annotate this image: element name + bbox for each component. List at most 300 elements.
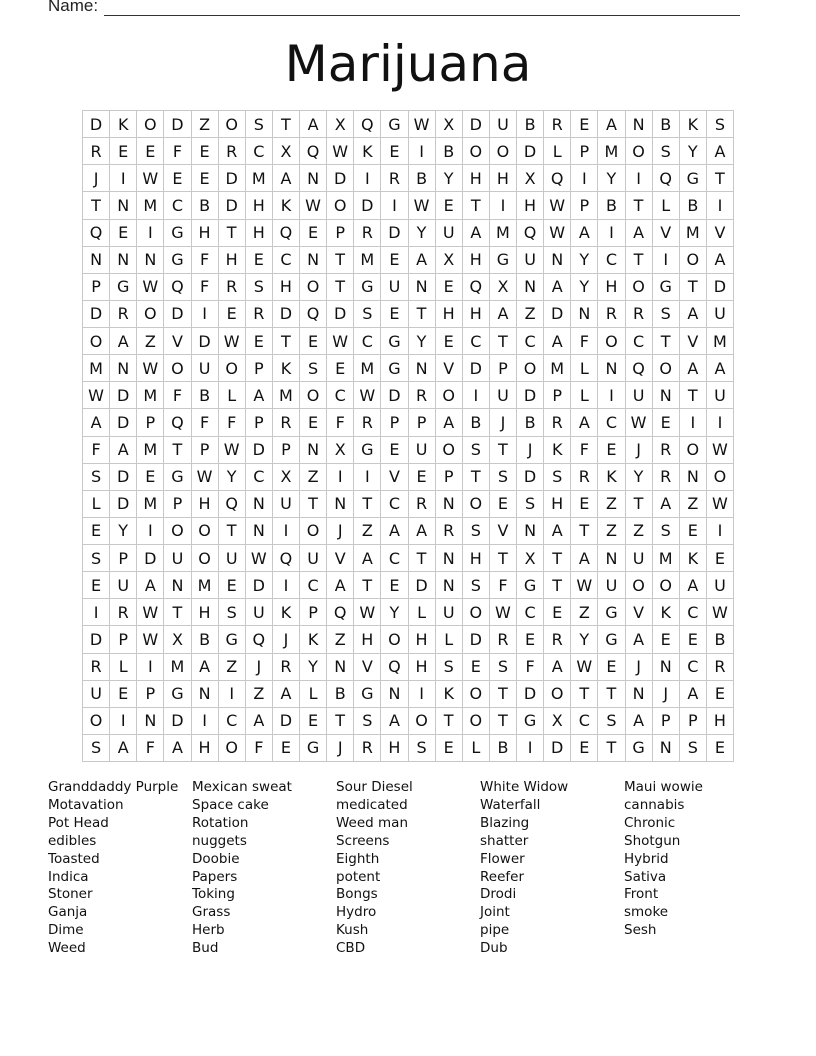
- grid-cell[interactable]: M: [246, 165, 273, 192]
- grid-cell[interactable]: T: [436, 708, 463, 735]
- grid-cell[interactable]: W: [409, 111, 436, 138]
- grid-cell[interactable]: R: [354, 220, 381, 247]
- grid-cell[interactable]: O: [219, 355, 246, 382]
- grid-cell[interactable]: F: [246, 735, 273, 762]
- grid-cell[interactable]: P: [381, 409, 408, 436]
- grid-cell[interactable]: E: [381, 437, 408, 464]
- grid-cell[interactable]: E: [707, 681, 734, 708]
- grid-cell[interactable]: I: [598, 220, 625, 247]
- grid-cell[interactable]: S: [83, 735, 110, 762]
- grid-cell[interactable]: A: [707, 247, 734, 274]
- grid-cell[interactable]: W: [219, 437, 246, 464]
- grid-cell[interactable]: A: [246, 708, 273, 735]
- grid-cell[interactable]: U: [246, 599, 273, 626]
- grid-cell[interactable]: H: [463, 165, 490, 192]
- grid-cell[interactable]: R: [707, 654, 734, 681]
- grid-cell[interactable]: D: [110, 491, 137, 518]
- grid-cell[interactable]: F: [192, 247, 219, 274]
- grid-cell[interactable]: M: [354, 247, 381, 274]
- grid-cell[interactable]: U: [490, 111, 517, 138]
- grid-cell[interactable]: E: [707, 735, 734, 762]
- grid-cell[interactable]: P: [680, 708, 707, 735]
- grid-cell[interactable]: E: [436, 192, 463, 219]
- grid-cell[interactable]: S: [517, 491, 544, 518]
- grid-cell[interactable]: V: [381, 464, 408, 491]
- grid-cell[interactable]: R: [544, 409, 571, 436]
- grid-cell[interactable]: F: [192, 409, 219, 436]
- grid-cell[interactable]: E: [381, 247, 408, 274]
- grid-cell[interactable]: M: [137, 437, 164, 464]
- grid-cell[interactable]: T: [354, 572, 381, 599]
- grid-cell[interactable]: W: [327, 138, 354, 165]
- grid-cell[interactable]: N: [436, 491, 463, 518]
- grid-cell[interactable]: E: [300, 409, 327, 436]
- grid-cell[interactable]: N: [192, 681, 219, 708]
- grid-cell[interactable]: E: [463, 654, 490, 681]
- grid-cell[interactable]: U: [110, 572, 137, 599]
- grid-cell[interactable]: F: [164, 138, 191, 165]
- grid-cell[interactable]: P: [571, 192, 598, 219]
- grid-cell[interactable]: E: [192, 138, 219, 165]
- grid-cell[interactable]: I: [598, 382, 625, 409]
- grid-cell[interactable]: Y: [571, 626, 598, 653]
- grid-cell[interactable]: E: [571, 111, 598, 138]
- grid-cell[interactable]: T: [409, 301, 436, 328]
- grid-cell[interactable]: N: [327, 491, 354, 518]
- grid-cell[interactable]: O: [164, 518, 191, 545]
- grid-cell[interactable]: B: [598, 192, 625, 219]
- grid-cell[interactable]: V: [436, 355, 463, 382]
- grid-cell[interactable]: C: [598, 409, 625, 436]
- grid-cell[interactable]: E: [273, 735, 300, 762]
- grid-cell[interactable]: N: [409, 355, 436, 382]
- grid-cell[interactable]: E: [300, 708, 327, 735]
- grid-cell[interactable]: H: [707, 708, 734, 735]
- grid-cell[interactable]: O: [137, 301, 164, 328]
- grid-cell[interactable]: T: [409, 545, 436, 572]
- grid-cell[interactable]: V: [164, 328, 191, 355]
- grid-cell[interactable]: T: [680, 274, 707, 301]
- grid-cell[interactable]: W: [300, 192, 327, 219]
- grid-cell[interactable]: Q: [164, 274, 191, 301]
- grid-cell[interactable]: Q: [653, 165, 680, 192]
- grid-cell[interactable]: A: [110, 437, 137, 464]
- grid-cell[interactable]: N: [626, 681, 653, 708]
- grid-cell[interactable]: D: [273, 708, 300, 735]
- grid-cell[interactable]: L: [571, 382, 598, 409]
- grid-cell[interactable]: E: [381, 301, 408, 328]
- grid-cell[interactable]: X: [164, 626, 191, 653]
- grid-cell[interactable]: N: [409, 274, 436, 301]
- grid-cell[interactable]: P: [137, 681, 164, 708]
- grid-cell[interactable]: E: [83, 518, 110, 545]
- grid-cell[interactable]: N: [598, 355, 625, 382]
- grid-cell[interactable]: J: [273, 626, 300, 653]
- grid-cell[interactable]: A: [354, 545, 381, 572]
- grid-cell[interactable]: G: [381, 111, 408, 138]
- grid-cell[interactable]: P: [300, 599, 327, 626]
- grid-cell[interactable]: F: [490, 572, 517, 599]
- grid-cell[interactable]: W: [137, 165, 164, 192]
- grid-cell[interactable]: H: [246, 220, 273, 247]
- grid-cell[interactable]: W: [707, 599, 734, 626]
- grid-cell[interactable]: O: [219, 111, 246, 138]
- grid-cell[interactable]: A: [110, 328, 137, 355]
- grid-cell[interactable]: V: [354, 654, 381, 681]
- grid-cell[interactable]: W: [544, 192, 571, 219]
- grid-cell[interactable]: P: [246, 409, 273, 436]
- grid-cell[interactable]: T: [83, 192, 110, 219]
- grid-cell[interactable]: E: [571, 491, 598, 518]
- grid-cell[interactable]: D: [517, 382, 544, 409]
- grid-cell[interactable]: I: [409, 681, 436, 708]
- grid-cell[interactable]: J: [246, 654, 273, 681]
- grid-cell[interactable]: V: [707, 220, 734, 247]
- grid-cell[interactable]: H: [517, 192, 544, 219]
- grid-cell[interactable]: G: [626, 735, 653, 762]
- grid-cell[interactable]: O: [463, 138, 490, 165]
- grid-cell[interactable]: X: [436, 111, 463, 138]
- grid-cell[interactable]: D: [327, 301, 354, 328]
- grid-cell[interactable]: A: [680, 355, 707, 382]
- grid-cell[interactable]: C: [517, 328, 544, 355]
- grid-cell[interactable]: G: [598, 626, 625, 653]
- grid-cell[interactable]: W: [571, 572, 598, 599]
- grid-cell[interactable]: T: [463, 192, 490, 219]
- grid-cell[interactable]: N: [300, 437, 327, 464]
- grid-cell[interactable]: A: [653, 491, 680, 518]
- grid-cell[interactable]: R: [436, 518, 463, 545]
- grid-cell[interactable]: R: [273, 654, 300, 681]
- grid-cell[interactable]: E: [381, 572, 408, 599]
- grid-cell[interactable]: F: [164, 382, 191, 409]
- grid-cell[interactable]: F: [192, 274, 219, 301]
- grid-cell[interactable]: Y: [409, 328, 436, 355]
- grid-cell[interactable]: A: [327, 572, 354, 599]
- grid-cell[interactable]: S: [83, 545, 110, 572]
- grid-cell[interactable]: D: [83, 626, 110, 653]
- grid-cell[interactable]: G: [598, 599, 625, 626]
- grid-cell[interactable]: O: [463, 599, 490, 626]
- grid-cell[interactable]: U: [598, 572, 625, 599]
- grid-cell[interactable]: H: [219, 247, 246, 274]
- grid-cell[interactable]: E: [219, 301, 246, 328]
- grid-cell[interactable]: E: [680, 626, 707, 653]
- grid-cell[interactable]: C: [680, 599, 707, 626]
- grid-cell[interactable]: R: [110, 301, 137, 328]
- grid-cell[interactable]: J: [490, 409, 517, 436]
- grid-cell[interactable]: E: [192, 165, 219, 192]
- grid-cell[interactable]: A: [110, 735, 137, 762]
- grid-cell[interactable]: H: [409, 626, 436, 653]
- grid-cell[interactable]: A: [273, 681, 300, 708]
- grid-cell[interactable]: P: [164, 491, 191, 518]
- grid-cell[interactable]: Y: [571, 247, 598, 274]
- grid-cell[interactable]: X: [273, 464, 300, 491]
- grid-cell[interactable]: C: [273, 247, 300, 274]
- grid-cell[interactable]: G: [517, 572, 544, 599]
- grid-cell[interactable]: X: [517, 165, 544, 192]
- grid-cell[interactable]: A: [626, 220, 653, 247]
- grid-cell[interactable]: J: [653, 681, 680, 708]
- grid-cell[interactable]: A: [246, 382, 273, 409]
- grid-cell[interactable]: A: [707, 355, 734, 382]
- grid-cell[interactable]: O: [544, 681, 571, 708]
- grid-cell[interactable]: I: [137, 654, 164, 681]
- grid-cell[interactable]: M: [598, 138, 625, 165]
- grid-cell[interactable]: T: [653, 328, 680, 355]
- grid-cell[interactable]: H: [490, 165, 517, 192]
- grid-cell[interactable]: S: [219, 599, 246, 626]
- grid-cell[interactable]: C: [246, 138, 273, 165]
- grid-cell[interactable]: A: [137, 572, 164, 599]
- grid-cell[interactable]: T: [463, 464, 490, 491]
- grid-cell[interactable]: D: [164, 301, 191, 328]
- grid-cell[interactable]: S: [707, 111, 734, 138]
- grid-cell[interactable]: T: [571, 518, 598, 545]
- grid-cell[interactable]: L: [436, 626, 463, 653]
- grid-cell[interactable]: O: [436, 437, 463, 464]
- grid-cell[interactable]: N: [680, 464, 707, 491]
- grid-cell[interactable]: R: [571, 464, 598, 491]
- grid-cell[interactable]: J: [83, 165, 110, 192]
- grid-cell[interactable]: Y: [571, 274, 598, 301]
- grid-cell[interactable]: P: [273, 437, 300, 464]
- grid-cell[interactable]: M: [707, 328, 734, 355]
- grid-cell[interactable]: T: [164, 437, 191, 464]
- grid-cell[interactable]: L: [463, 735, 490, 762]
- grid-cell[interactable]: H: [192, 735, 219, 762]
- grid-cell[interactable]: T: [626, 192, 653, 219]
- grid-cell[interactable]: I: [571, 165, 598, 192]
- grid-cell[interactable]: O: [164, 355, 191, 382]
- grid-cell[interactable]: O: [219, 735, 246, 762]
- grid-cell[interactable]: W: [137, 355, 164, 382]
- grid-cell[interactable]: I: [110, 165, 137, 192]
- grid-cell[interactable]: E: [137, 464, 164, 491]
- grid-cell[interactable]: U: [707, 301, 734, 328]
- grid-cell[interactable]: K: [436, 681, 463, 708]
- grid-cell[interactable]: Z: [598, 518, 625, 545]
- grid-cell[interactable]: G: [381, 355, 408, 382]
- grid-cell[interactable]: A: [381, 708, 408, 735]
- grid-cell[interactable]: D: [246, 437, 273, 464]
- grid-cell[interactable]: W: [137, 599, 164, 626]
- grid-cell[interactable]: F: [517, 654, 544, 681]
- grid-cell[interactable]: E: [707, 545, 734, 572]
- grid-cell[interactable]: O: [327, 192, 354, 219]
- grid-cell[interactable]: O: [137, 111, 164, 138]
- grid-cell[interactable]: N: [246, 491, 273, 518]
- grid-cell[interactable]: Z: [571, 599, 598, 626]
- grid-cell[interactable]: D: [110, 409, 137, 436]
- grid-cell[interactable]: R: [544, 111, 571, 138]
- grid-cell[interactable]: W: [707, 437, 734, 464]
- grid-cell[interactable]: S: [463, 572, 490, 599]
- grid-cell[interactable]: W: [219, 328, 246, 355]
- grid-cell[interactable]: D: [327, 165, 354, 192]
- grid-cell[interactable]: G: [164, 464, 191, 491]
- grid-cell[interactable]: D: [137, 545, 164, 572]
- grid-cell[interactable]: A: [544, 518, 571, 545]
- grid-cell[interactable]: Q: [164, 409, 191, 436]
- grid-cell[interactable]: M: [273, 382, 300, 409]
- grid-cell[interactable]: C: [327, 382, 354, 409]
- grid-cell[interactable]: T: [571, 681, 598, 708]
- grid-cell[interactable]: S: [544, 464, 571, 491]
- grid-cell[interactable]: K: [680, 111, 707, 138]
- grid-cell[interactable]: A: [490, 301, 517, 328]
- grid-cell[interactable]: W: [354, 599, 381, 626]
- grid-cell[interactable]: A: [544, 274, 571, 301]
- grid-cell[interactable]: R: [246, 301, 273, 328]
- grid-cell[interactable]: O: [653, 572, 680, 599]
- grid-cell[interactable]: W: [327, 328, 354, 355]
- grid-cell[interactable]: A: [626, 708, 653, 735]
- grid-cell[interactable]: E: [680, 518, 707, 545]
- grid-cell[interactable]: O: [463, 708, 490, 735]
- grid-cell[interactable]: W: [192, 464, 219, 491]
- grid-cell[interactable]: N: [300, 165, 327, 192]
- grid-cell[interactable]: H: [192, 599, 219, 626]
- grid-cell[interactable]: T: [354, 491, 381, 518]
- grid-cell[interactable]: A: [409, 518, 436, 545]
- grid-cell[interactable]: R: [354, 409, 381, 436]
- grid-cell[interactable]: I: [273, 518, 300, 545]
- grid-cell[interactable]: T: [490, 328, 517, 355]
- grid-cell[interactable]: O: [490, 138, 517, 165]
- grid-cell[interactable]: N: [110, 247, 137, 274]
- grid-cell[interactable]: D: [544, 301, 571, 328]
- grid-cell[interactable]: F: [327, 409, 354, 436]
- grid-cell[interactable]: Z: [327, 626, 354, 653]
- grid-cell[interactable]: J: [327, 518, 354, 545]
- grid-cell[interactable]: C: [626, 328, 653, 355]
- grid-cell[interactable]: R: [354, 735, 381, 762]
- grid-cell[interactable]: O: [653, 355, 680, 382]
- grid-cell[interactable]: D: [192, 328, 219, 355]
- grid-cell[interactable]: K: [653, 599, 680, 626]
- grid-cell[interactable]: W: [137, 274, 164, 301]
- grid-cell[interactable]: A: [571, 545, 598, 572]
- grid-cell[interactable]: A: [192, 654, 219, 681]
- grid-cell[interactable]: C: [517, 599, 544, 626]
- grid-cell[interactable]: X: [327, 111, 354, 138]
- grid-cell[interactable]: B: [409, 165, 436, 192]
- grid-cell[interactable]: G: [381, 328, 408, 355]
- grid-cell[interactable]: I: [192, 708, 219, 735]
- grid-cell[interactable]: E: [409, 464, 436, 491]
- grid-cell[interactable]: G: [164, 681, 191, 708]
- grid-cell[interactable]: A: [436, 409, 463, 436]
- grid-cell[interactable]: H: [192, 220, 219, 247]
- grid-cell[interactable]: N: [381, 681, 408, 708]
- grid-cell[interactable]: O: [300, 274, 327, 301]
- grid-cell[interactable]: M: [653, 545, 680, 572]
- grid-cell[interactable]: G: [517, 708, 544, 735]
- grid-cell[interactable]: V: [680, 328, 707, 355]
- grid-cell[interactable]: T: [490, 437, 517, 464]
- grid-cell[interactable]: C: [680, 654, 707, 681]
- grid-cell[interactable]: R: [219, 274, 246, 301]
- grid-cell[interactable]: I: [219, 681, 246, 708]
- grid-cell[interactable]: S: [463, 437, 490, 464]
- grid-cell[interactable]: D: [219, 165, 246, 192]
- grid-cell[interactable]: F: [571, 437, 598, 464]
- grid-cell[interactable]: T: [327, 708, 354, 735]
- grid-cell[interactable]: E: [246, 247, 273, 274]
- grid-cell[interactable]: N: [653, 382, 680, 409]
- grid-cell[interactable]: D: [544, 735, 571, 762]
- grid-cell[interactable]: G: [653, 274, 680, 301]
- grid-cell[interactable]: M: [137, 491, 164, 518]
- grid-cell[interactable]: N: [598, 545, 625, 572]
- grid-cell[interactable]: G: [164, 247, 191, 274]
- grid-cell[interactable]: S: [490, 654, 517, 681]
- grid-cell[interactable]: S: [653, 518, 680, 545]
- grid-cell[interactable]: T: [219, 518, 246, 545]
- grid-cell[interactable]: D: [273, 301, 300, 328]
- grid-cell[interactable]: P: [544, 382, 571, 409]
- grid-cell[interactable]: C: [219, 708, 246, 735]
- grid-cell[interactable]: N: [626, 111, 653, 138]
- grid-cell[interactable]: M: [544, 355, 571, 382]
- grid-cell[interactable]: A: [544, 654, 571, 681]
- grid-cell[interactable]: L: [409, 599, 436, 626]
- grid-cell[interactable]: H: [192, 491, 219, 518]
- grid-cell[interactable]: I: [137, 220, 164, 247]
- grid-cell[interactable]: N: [137, 708, 164, 735]
- grid-cell[interactable]: S: [300, 355, 327, 382]
- grid-cell[interactable]: H: [463, 545, 490, 572]
- grid-cell[interactable]: Z: [137, 328, 164, 355]
- grid-cell[interactable]: X: [544, 708, 571, 735]
- grid-cell[interactable]: E: [544, 599, 571, 626]
- grid-cell[interactable]: O: [192, 518, 219, 545]
- grid-cell[interactable]: G: [164, 220, 191, 247]
- grid-cell[interactable]: J: [327, 735, 354, 762]
- grid-cell[interactable]: A: [571, 220, 598, 247]
- grid-cell[interactable]: H: [409, 654, 436, 681]
- grid-cell[interactable]: R: [219, 138, 246, 165]
- grid-cell[interactable]: S: [680, 735, 707, 762]
- grid-cell[interactable]: S: [354, 708, 381, 735]
- grid-cell[interactable]: C: [246, 464, 273, 491]
- grid-cell[interactable]: U: [192, 355, 219, 382]
- grid-cell[interactable]: E: [164, 165, 191, 192]
- grid-cell[interactable]: I: [707, 518, 734, 545]
- grid-cell[interactable]: D: [463, 626, 490, 653]
- grid-cell[interactable]: B: [517, 409, 544, 436]
- grid-cell[interactable]: A: [680, 572, 707, 599]
- grid-cell[interactable]: B: [653, 111, 680, 138]
- grid-cell[interactable]: P: [137, 409, 164, 436]
- grid-cell[interactable]: U: [273, 491, 300, 518]
- grid-cell[interactable]: D: [517, 681, 544, 708]
- grid-cell[interactable]: T: [598, 735, 625, 762]
- grid-cell[interactable]: T: [219, 220, 246, 247]
- grid-cell[interactable]: I: [327, 464, 354, 491]
- grid-cell[interactable]: R: [273, 409, 300, 436]
- grid-cell[interactable]: C: [354, 328, 381, 355]
- grid-cell[interactable]: D: [164, 708, 191, 735]
- grid-cell[interactable]: N: [436, 545, 463, 572]
- grid-cell[interactable]: E: [598, 654, 625, 681]
- grid-cell[interactable]: O: [680, 247, 707, 274]
- grid-cell[interactable]: C: [300, 572, 327, 599]
- grid-cell[interactable]: V: [327, 545, 354, 572]
- grid-cell[interactable]: U: [707, 382, 734, 409]
